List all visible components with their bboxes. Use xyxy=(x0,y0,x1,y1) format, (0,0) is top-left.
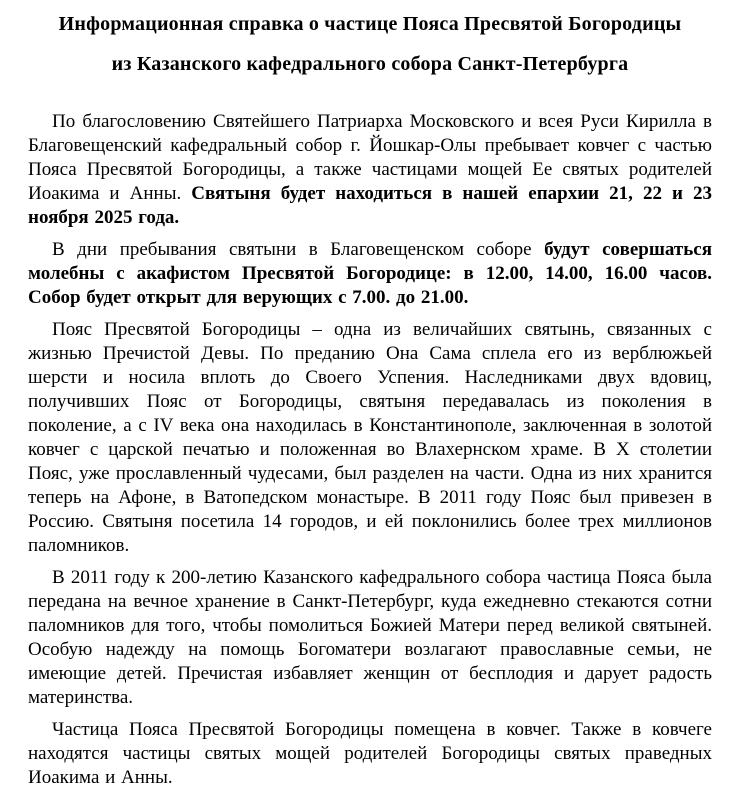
paragraph-1-run-1: По благословению Святейшего Патриарха Московского и всея Руси Кирилла в Благовещенский кафедральный собор г. Йошкар-Олы пребывает ковчег с частью Пояса Пресвятой Богородицы, а также частицами мощей Ее святых родителей Иоакима и Анны. xyxy=(28,111,712,204)
document-title-line-1: Информационная справка о частице Пояса Пресвятой Богородицы xyxy=(58,13,682,35)
paragraph-2 xyxy=(28,238,712,310)
document-title xyxy=(28,4,712,84)
paragraph-3 xyxy=(28,318,712,558)
paragraph-4 xyxy=(28,566,712,710)
paragraph-1 xyxy=(28,110,712,230)
paragraph-5 xyxy=(28,718,712,790)
paragraph-5-run-1: Частица Пояса Пресвятой Богородицы помещена в ковчег. Также в ковчеге находятся частицы святых мощей родителей Богородицы святых праведных Иоакима и Анны. xyxy=(28,719,712,788)
paragraph-2-run-1: В дни пребывания святыни в Благовещенском соборе xyxy=(52,239,545,260)
paragraph-3-run-1: Пояс Пресвятой Богородицы – одна из величайших святынь, связанных с жизнью Пречистой Девы. По преданию Она Сама сплела его из верблюжьей шерсти и носила вплоть до Своего Успения. Наследниками двух вдовиц, получивших Пояс от Богородицы, святыня передавалась из поколения в поколение, а с IV века она находилась в Константинополе, заключенная в золотой ковчег с царской печатью и положенная во Влахернском храме. В X столетии Пояс, уже прославленный чудесами, был разделен на части. Одна из них хранится теперь на Афоне, в Ватопедском монастыре. В 2011 году Пояс был привезен в Россию. Святыня посетила 14 городов, и ей поклонились более трех миллионов паломников. xyxy=(28,319,712,556)
paragraph-1-run-2: Святыня будет находиться в нашей епархии 21, 22 и 23 ноября 2025 года. xyxy=(28,183,712,228)
document-title-line-2: из Казанского кафедрального собора Санкт-Петербурга xyxy=(111,53,629,75)
paragraph-4-run-1: В 2011 году к 200-летию Казанского кафедрального собора частица Пояса была передана на вечное хранение в Санкт-Петербург, куда ежедневно стекаются сотни паломников для того, чтобы помолиться Божией Матери перед великой святыней. Особую надежду на помощь Богоматери возлагают православные семьи, не имеющие детей. Пречистая избавляет женщин от бесплодия и дарует радость материнства. xyxy=(28,567,712,708)
paragraph-2-run-2: будут совершаться молебны с акафистом Пресвятой Богородице: в 12.00, 14.00, 16.00 часов. Собор будет открыт для верующих с 7.00. до 21.00. xyxy=(28,239,712,308)
document-body xyxy=(28,110,712,790)
